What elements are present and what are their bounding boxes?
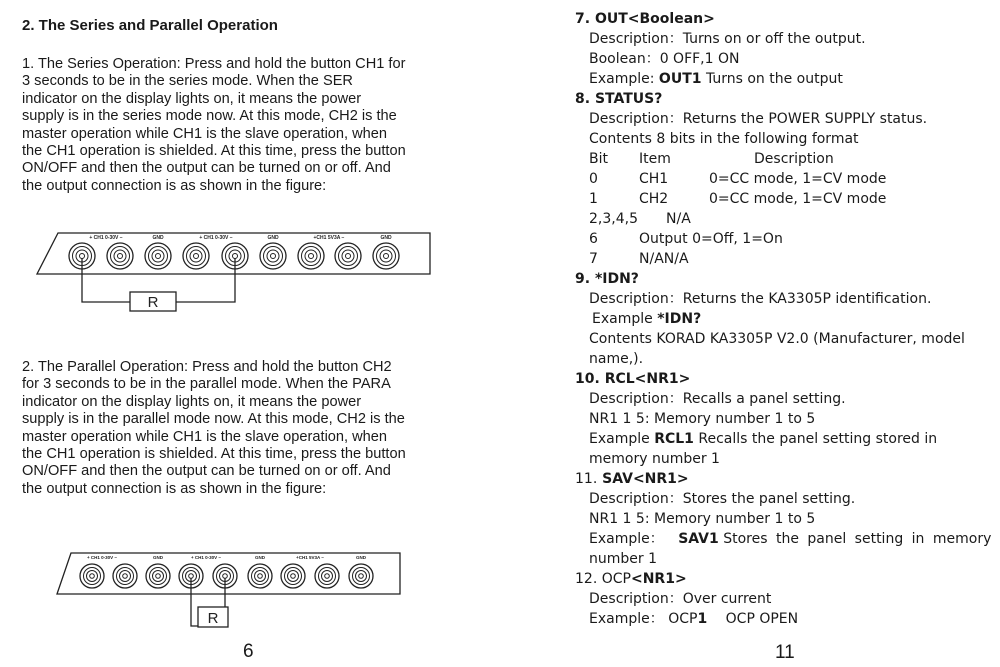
description-text: Returns the POWER SUPPLY status. [682,111,928,127]
example-text: OCP OPEN [725,611,799,627]
description-cell: 0=CC mode, 1=CV mode [709,171,887,187]
paragraph-line: ON/OFF and then the output can be turned on or off. And [22,463,391,480]
description-line [589,489,855,509]
command-number: 8. [575,91,591,107]
panel-label-gnd: GND [380,235,392,241]
panel-label-ch1: + CH1 0-30V − [89,235,123,241]
description-text: Recalls a panel setting. [682,391,846,407]
example-text-continued: memory number 1 [589,451,720,467]
example-text-continued: number 1 [589,551,657,567]
parallel-operation-paragraph [22,359,492,498]
item-cell: N/AN/A [639,251,689,267]
bit-cell: 1 [589,191,598,207]
example-line [589,529,991,549]
command-heading-rcl [575,369,690,389]
description-label: Description： [589,291,683,307]
panel-label-ch1: + CH1 0-30V − [86,555,118,560]
panel-label-gnd: GND [255,555,265,560]
paragraph-line: 1. The Series Operation: Press and hold the button CH1 for [22,56,406,72]
command-name: OUT<Boolean> [594,11,715,27]
item-cell: CH2 [639,191,669,207]
description-line [589,389,846,409]
description-text: Over current [682,591,772,607]
description-cell: 0=CC mode, 1=CV mode [709,191,887,207]
description-label: Description： [589,491,683,507]
panel-label-gnd: GND [153,555,163,560]
description-text: Returns the KA3305P identification. [682,291,932,307]
description-text: Turns on or off the output. [682,31,866,47]
example-line [589,69,843,89]
panel-label-gnd: GND [267,235,279,241]
bit-cell: 7 [589,251,598,267]
bit-cell: 2,3,4,5 [589,211,638,227]
command-number: 10. [575,371,600,387]
command-heading-status [575,89,662,109]
paragraph-line: the output connection is as shown in the figure: [22,480,327,497]
boolean-label: Boolean： [589,51,660,67]
example-label: Example [589,431,650,447]
paragraph-line: master operation while CH1 is the slave operation, when [22,125,388,142]
paragraph-line: ON/OFF and then the output can be turned on or off. And [22,160,391,177]
example-text: Turns on the output [705,71,843,87]
item-cell: CH1 [639,171,669,187]
paragraph-line: master operation while CH1 is the slave operation, when [22,428,388,445]
column-header-bit: Bit [589,151,608,167]
description-line [589,289,931,309]
example-command: OCP [668,611,698,627]
description-line [589,109,927,129]
description-label: Description： [589,591,683,607]
example-command: OUT1 [658,71,702,87]
panel-label-ch3: +CH1 5V3A − [296,555,324,560]
contents-line: name,). [589,351,644,367]
panel-label-ch3: +CH1 5V3A − [313,235,345,241]
example-command: RCL1 [654,431,694,447]
command-argument: <NR1> [630,571,687,587]
description-line [589,29,866,49]
parallel-connection-figure [56,552,402,632]
panel-label-gnd: GND [356,555,366,560]
command-name: OCP [601,571,631,587]
column-header-item: Item [639,151,671,167]
paragraph-line: supply is in the series mode now. At this mode, CH2 is the [22,108,397,125]
description-line [589,589,771,609]
example-label: Example： [589,611,664,627]
contents-line: Contents 8 bits in the following format [589,131,859,147]
example-label: Example: [589,71,655,87]
example-line [589,429,937,449]
resistor-label: R [147,294,159,311]
example-command-suffix: 1 [697,611,708,627]
panel-label-gnd: GND [152,235,164,241]
paragraph-line: 3 seconds to be in the series mode. When the SER [22,73,353,90]
example-label: Example： [589,531,664,547]
description-label: Description： [589,391,683,407]
command-heading-idn [575,269,639,289]
item-cell: N/A [666,211,691,227]
paragraph-line: indicator on the display lights on, it means the power [22,393,362,410]
description-label: Description： [589,31,683,47]
right-page [500,0,1000,667]
bit-cell: 6 [589,231,598,247]
column-header-description: Description [754,151,834,167]
boolean-line [589,49,740,69]
panel-label-ch2: + CH1 0-30V − [199,235,233,241]
command-number: 12. [575,571,598,587]
paragraph-line: supply is in the parallel mode now. At this mode, CH2 is the [22,411,405,428]
page-number: 11 [775,642,795,663]
command-name: RCL<NR1> [604,371,691,387]
series-operation-paragraph [22,56,492,195]
command-number: 9. [575,271,591,287]
paragraph-line: indicator on the display lights on, it means the power [22,90,362,107]
example-command: SAV1 [678,531,719,547]
nr1-line: NR1 1 5: Memory number 1 to 5 [589,511,816,527]
resistor-label: R [207,610,219,627]
paragraph-line: 2. The Parallel Operation: Press and hold the button CH2 [22,359,392,375]
command-heading-out [575,9,715,29]
paragraph-line: the output connection is as shown in the figure: [22,177,327,194]
example-line [592,309,701,329]
item-cell: Output 0=Off, 1=On [639,231,783,247]
example-label: Example [592,311,653,327]
panel-label-ch2: + CH1 0-30V − [190,555,222,560]
command-name: STATUS? [594,91,663,107]
example-line [589,609,798,629]
contents-line: Contents KORAD KA3305P V2.0 (Manufacturer, model [589,331,965,347]
command-number: 11. [575,471,598,487]
description-text: Stores the panel setting. [682,491,856,507]
paragraph-line: the CH1 operation is shielded. At this time, press the button [22,143,406,160]
command-name: *IDN? [594,271,639,287]
page-number: 6 [243,641,254,662]
command-number: 7. [575,11,591,27]
series-connection-figure [36,232,432,312]
paragraph-line: for 3 seconds to be in the parallel mode. When the PARA [22,376,391,393]
example-text: Recalls the panel setting stored in [698,431,938,447]
command-heading-ocp [575,569,687,589]
example-command: *IDN? [657,311,702,327]
example-text: Stores the panel setting in memory [723,531,992,547]
command-name: SAV<NR1> [602,471,689,487]
boolean-text: 0 OFF,1 ON [659,51,740,67]
paragraph-line: the CH1 operation is shielded. At this time, press the button [22,446,406,463]
description-label: Description： [589,111,683,127]
command-heading-sav [575,469,689,489]
bit-cell: 0 [589,171,598,187]
section-title: 2. The Series and Parallel Operation [22,17,278,34]
nr1-line: NR1 1 5: Memory number 1 to 5 [589,411,816,427]
